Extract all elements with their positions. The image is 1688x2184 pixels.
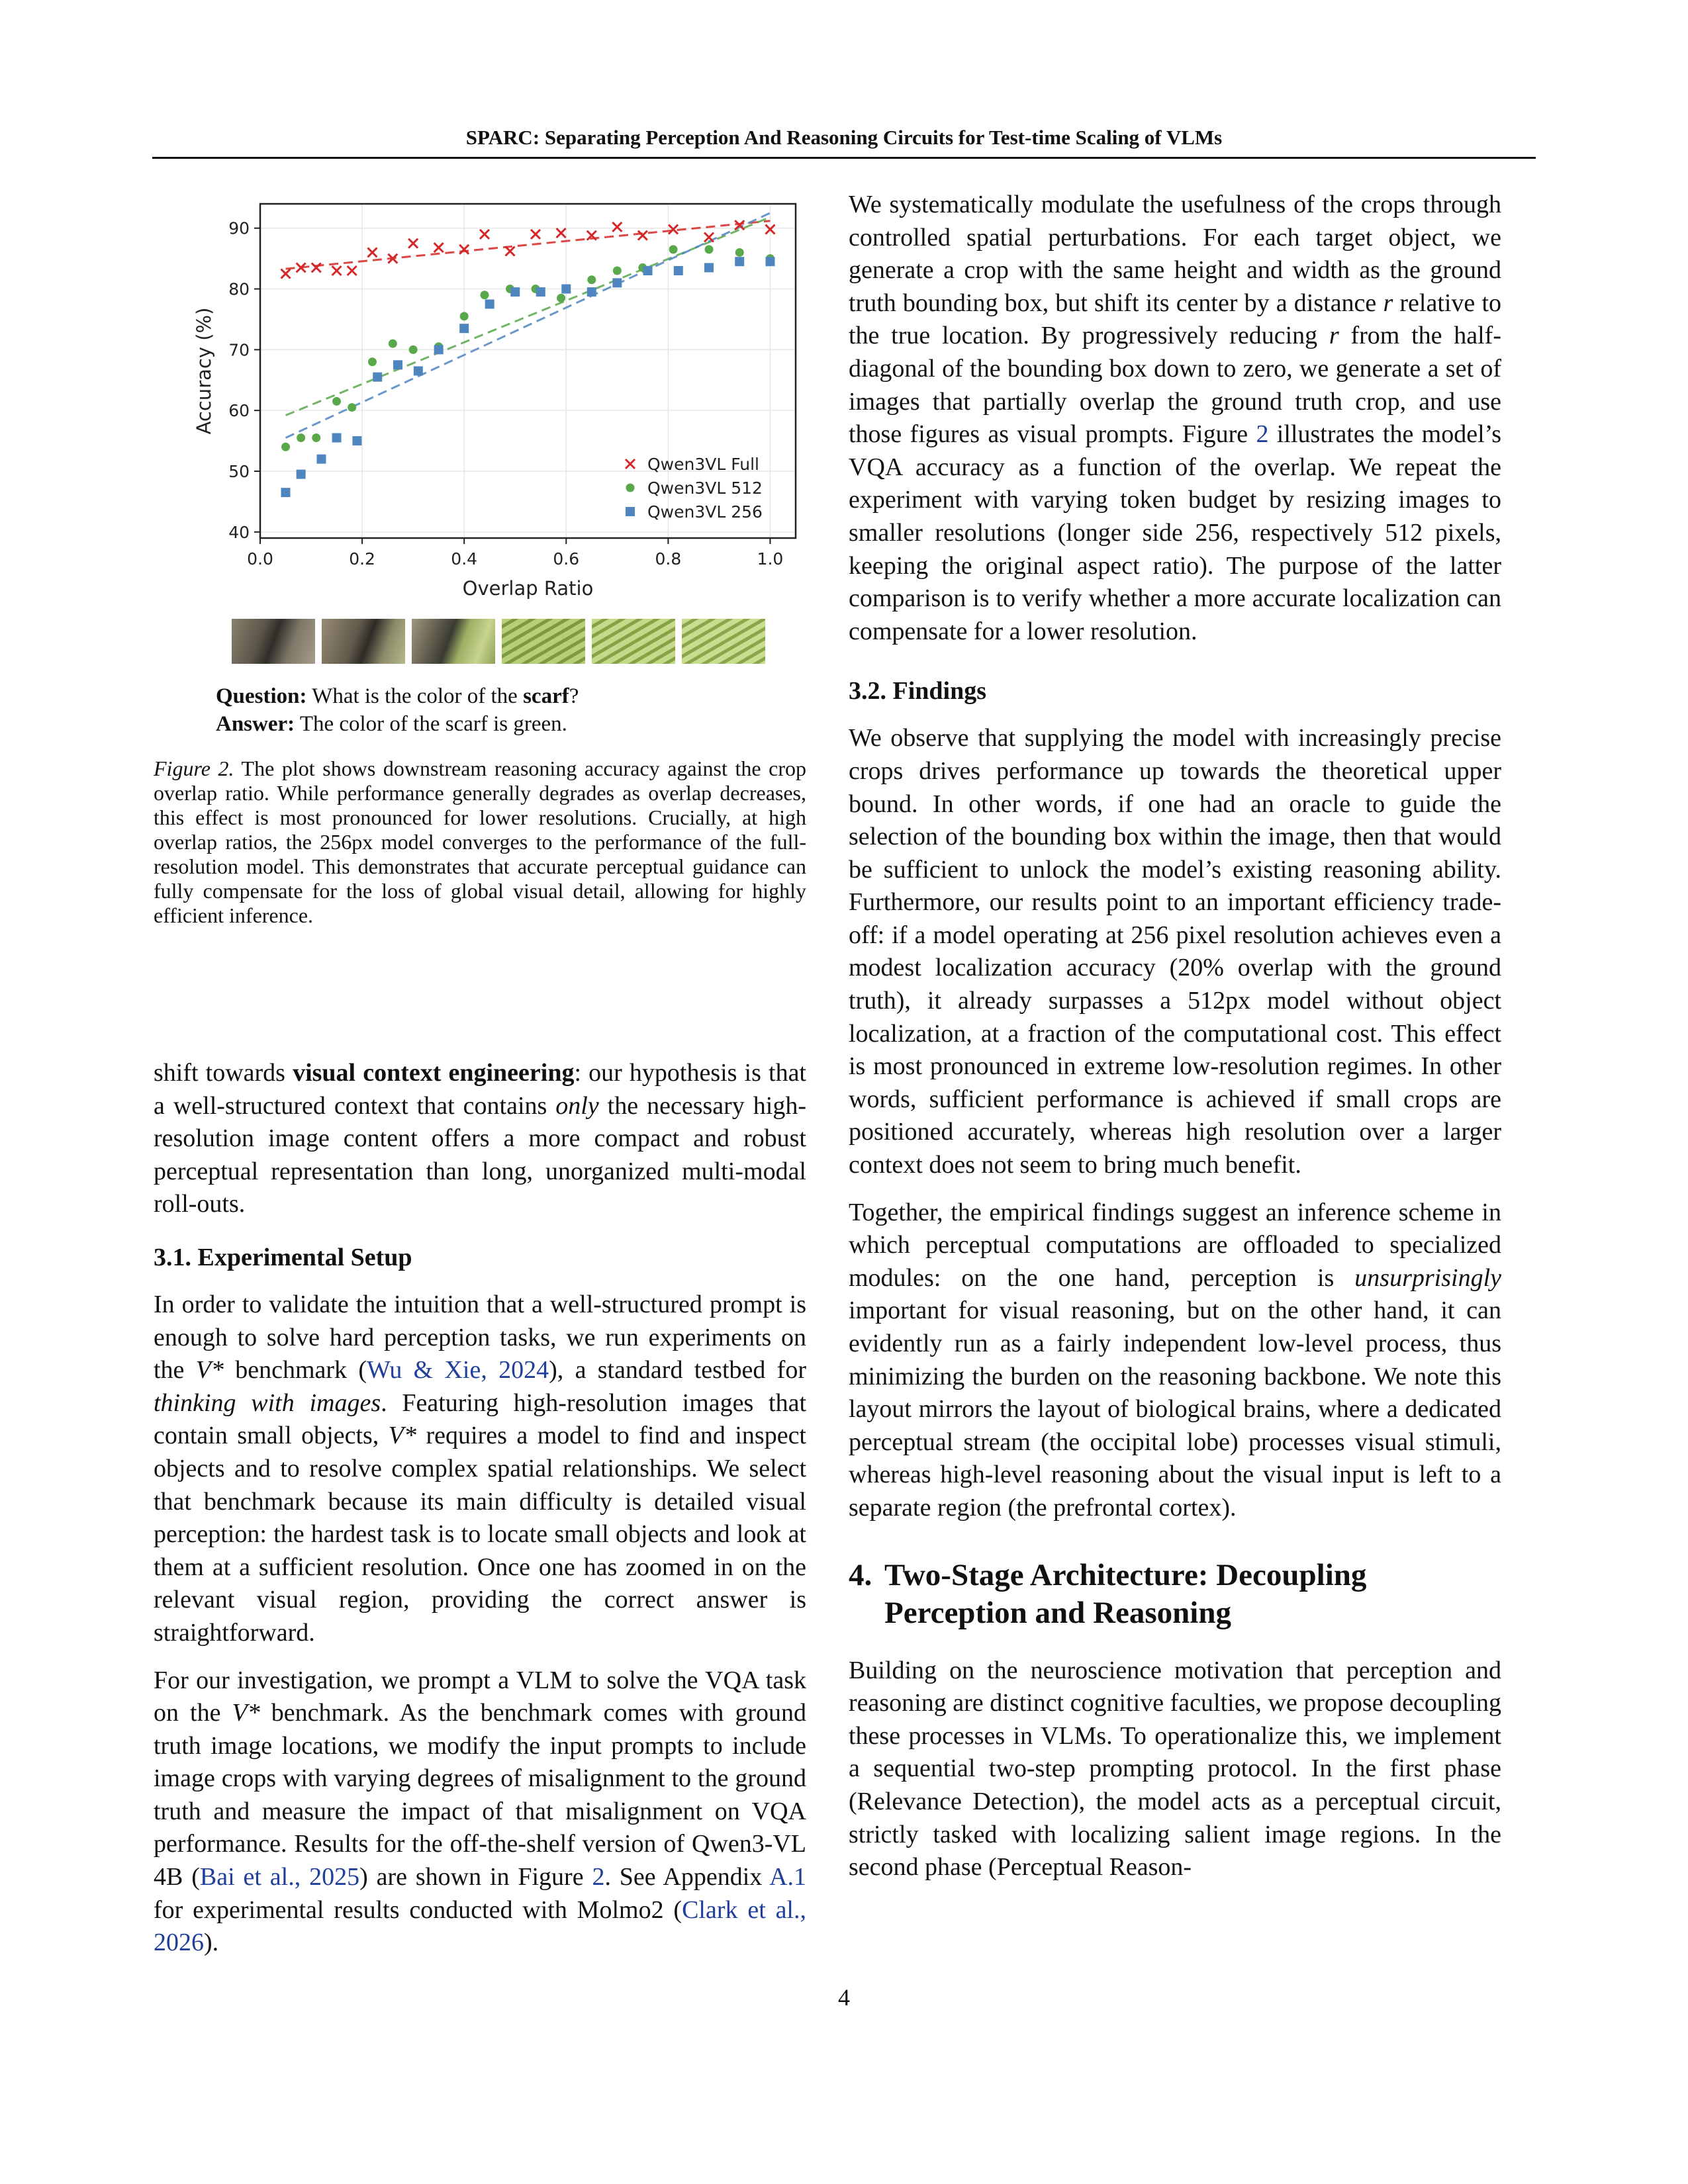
point-full-8 [408,239,418,248]
section-heading-3-2: 3.2. Findings [849,677,987,705]
point-full-12 [506,247,515,256]
right-column [849,189,1501,1884]
point-256-10 [459,324,469,333]
paragraph-experimental-setup: In order to validate the intuition that a well-structured prompt is enough to solve hard perception tasks, we run experiments on the V* benchmark (Wu & Xie, 2024), a standard testbed for thinking with images. Featuring high-resolution images that contain small objects, V* requires a model to find and inspect objects and to resolve complex spatial relationships. We select that benchmark because its main difficulty is detailed visual perception: the hardest task is to locate small objects and look at them at a sufficient resolution. Once one has zoomed in on the relevant visual region, providing the correct answer is straightforward. [154,1290,806,1647]
left-column [154,1057,806,1960]
section-heading-3-1: 3.1. Experimental Setup [154,1243,412,1271]
x-tick-label: 0.8 [655,549,682,569]
x-tick-label: 0.2 [349,549,375,569]
header-rule [152,157,1536,159]
appendix-ref-a1[interactable]: A.1 [769,1863,807,1891]
x-tick-label: 0.4 [451,549,478,569]
point-512-11 [481,291,489,299]
point-256-11 [485,300,494,309]
figure-ref-2[interactable]: 2 [592,1863,605,1891]
x-tick-label: 1.0 [757,549,784,569]
crop-image-strip [232,619,761,664]
point-512-19 [705,245,714,253]
point-512-6 [368,357,377,366]
point-256-12 [510,287,520,296]
crop-image-4 [502,619,585,664]
y-tick-label: 60 [228,401,250,421]
legend-label-2: Qwen3VL 512 [647,478,763,498]
x-tick-label: 0.0 [247,549,273,569]
legend-marker-512 [626,484,635,492]
y-axis-label: Accuracy (%) [193,307,215,435]
paragraph-context-engineering: shift towards visual context engineering: our hypothesis is that a well-structured context that contains only the necessary high-resolution image content offers a more compact and robust perceptual representation than long, unorganized multi-modal roll-outs. [154,1059,806,1218]
point-512-8 [409,345,418,354]
legend-label-3: Qwen3VL 256 [647,502,763,522]
point-full-6 [368,248,377,257]
point-512-2 [297,433,305,442]
point-full-5 [348,266,357,275]
point-512-16 [613,267,622,275]
paragraph-investigation: For our investigation, we prompt a VLM to solve the VQA task on the V* benchmark. As the benchmark comes with ground truth image locations, we modify the input prompts to include image crops with varying degrees of misalignment to the ground truth and measure the impact of that misalignment on VQA performance. Results for the off-the-shelf version of Qwen3-VL 4B (Bai et al., 2025) are shown in Figure 2. See Appendix A.1 for experimental results conducted with Molmo2 (Clark et al., 2026). [154,1666,807,1957]
point-full-1 [281,269,291,279]
point-512-18 [669,245,678,253]
point-full-9 [434,243,444,252]
point-full-18 [669,225,678,234]
point-256-5 [352,436,361,445]
point-512-20 [735,248,744,257]
point-256-15 [587,287,596,296]
point-full-13 [531,230,540,239]
crop-image-3 [412,619,495,664]
legend-marker-full [626,459,635,469]
point-512-14 [557,294,565,302]
section-heading-4: 4. Two-Stage Architecture: Decoupling Perception and Reasoning [849,1557,1367,1630]
point-full-16 [612,222,622,232]
point-256-7 [393,360,402,369]
figure-caption [154,756,806,928]
point-512-3 [312,433,320,442]
point-256-2 [297,470,306,479]
running-header: SPARC: Separating Perception And Reasoning Circuits for Test-time Scaling of VLMs [465,126,1223,149]
crop-image-1 [232,619,315,664]
point-512-7 [389,340,397,348]
point-512-15 [587,275,596,284]
paragraph-findings: We observe that supplying the model with increasingly precise crops drives performance up towards the theoretical upper bound. In other words, if one had an oracle to guide the selection of the bounding box within the image, then that would be sufficient to unlock the model’s existing reasoning ability. Furthermore, our results point to an important efficiency trade-off: if a model operating at 256 pixel resolution achieves even a modest localization accuracy (20% overlap with the ground truth), it already surpasses a 512px model without object localization, at a fraction of the computational cost. This effect is most pronounced in extreme low-resolution regimes. In other words, sufficient performance is achieved if small crops are positioned accurately, whereas high resolution over a larger context does not seem to bring much benefit. [849,724,1501,1179]
point-256-3 [316,455,326,464]
crop-image-6 [682,619,765,664]
x-tick-label: 0.6 [553,549,580,569]
crop-image-2 [322,619,405,664]
point-512-4 [332,397,341,406]
citation-bai[interactable]: Bai et al., 2025 [199,1863,360,1891]
point-256-4 [332,433,342,443]
y-tick-label: 50 [228,462,250,481]
point-256-8 [414,367,423,376]
citation-wu-xie[interactable]: Wu & Xie, 2024 [366,1356,549,1385]
citation-clark[interactable]: Clark et al., 2026 [154,1895,806,1957]
point-256-13 [536,287,545,296]
paragraph-inference-scheme: Together, the empirical findings suggest an inference scheme in which perceptual computations are offloaded to specialized modules: on the one hand, perception is unsurprisingly important for visual reasoning, but on the other hand, it can evidently run as a fairly independent low-level process, thus minimizing the burden on the reasoning backbone. We note this layout mirrors the layout of biological brains, where a dedicated perceptual stream (the occipital lobe) processes visual stimuli, whereas high-level reasoning about the visual input is left to a separate region (the prefrontal cortex). [849,1198,1501,1522]
point-256-16 [612,278,622,287]
point-256-20 [735,257,744,266]
paragraph-two-stage: Building on the neuroscience motivation that perception and reasoning are distinct cognitive faculties, we propose decoupling these processes in VLMs. To operationalize this, we implement a sequential two-step prompting protocol. In the first phase (Relevance Detection), the model acts as a perceptual circuit, strictly tasked with localizing salient image regions. In the second phase (Perceptual Reason- [849,1656,1501,1882]
figure-2-chart [159,179,784,615]
legend-marker-256 [626,507,635,516]
point-256-17 [643,266,653,275]
y-tick-label: 40 [228,522,250,542]
point-256-21 [765,257,774,266]
figure-label: Figure 2. [154,756,234,780]
point-256-19 [704,263,714,272]
point-full-14 [557,228,566,238]
point-full-4 [332,266,342,275]
figure-ref-2b[interactable]: 2 [1256,420,1269,449]
point-full-11 [480,230,489,239]
point-256-1 [281,488,291,497]
point-256-6 [373,373,382,382]
point-512-1 [281,443,290,451]
point-256-14 [561,285,571,294]
trend-line-series-3 [286,213,771,438]
point-full-3 [312,263,321,272]
figure-question: Question: What is the color of the scarf? [216,684,579,708]
point-512-5 [348,403,356,412]
point-512-10 [460,312,469,320]
y-tick-label: 70 [228,340,250,360]
y-tick-label: 80 [228,279,250,299]
figure-answer: Answer: The color of the scarf is green. [216,712,567,736]
point-full-17 [638,231,647,240]
crop-image-5 [592,619,675,664]
figure-caption-text: The plot shows downstream reasoning accuracy against the crop overlap ratio. While performance generally degrades as overlap decreases, this effect is most pronounced for lower resolutions. Crucially, at high overlap ratios, the 256px model converges to the performance of the full-resolution model. This demonstrates that accurate perceptual guidance can fully compensate for the loss of global visual detail, allowing for highly efficient inference. [154,756,807,927]
point-256-9 [434,345,444,354]
legend-label-1: Qwen3VL Full [647,455,759,474]
paragraph-perturbations: We systematically modulate the usefulness of the crops through controlled spatial perturbations. For each target object, we generate a crop with the same height and width as the ground truth bounding box, but shift its center by a distance r relative to the true location. By progressively reducing r from the half-diagonal of the bounding box down to zero, we generate a set of images that partially overlap the ground truth crop, and use those figures as visual prompts. Figure 2 illustrates the model’s VQA accuracy as a function of the overlap. We repeat the experiment with varying token budget by resizing images to smaller resolutions (longer side 256, respectively 512 pixels, keeping the original aspect ratio). The purpose of the latter comparison is to verify whether a more accurate localization can compensate for a lower resolution. [849,191,1501,645]
y-tick-label: 90 [228,218,250,238]
point-256-18 [674,266,683,275]
page-number: 4 [838,1984,850,2011]
x-axis-label: Overlap Ratio [462,577,594,600]
